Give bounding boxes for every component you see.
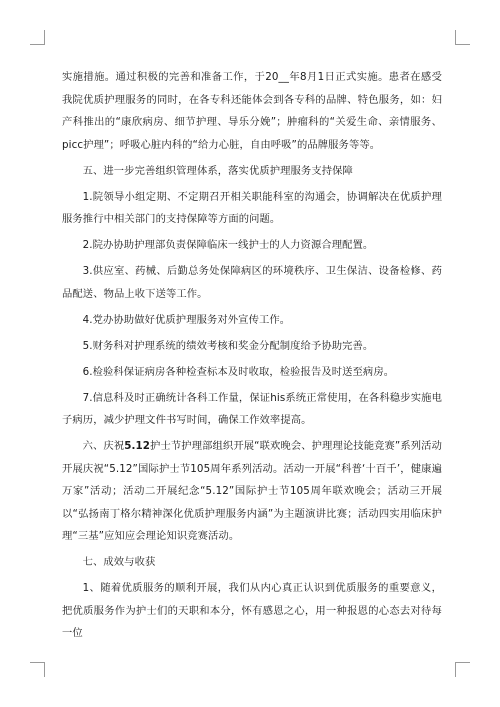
paragraph-continuation: 实施措施。通过积极的完善和准备工作，于20__年8月1日正式实施。患者在感受我院优质护理服务的同时，在各专科还能体会到各专科的品牌、特色服务，如：妇产科推出的“康欣病房、细节护理、导乐分娩”；肿瘤科的“关爱生命、亲情服务、picc护理”；呼吸心脏内科的“给力心脏，自由呼吸”的品牌服务等等。 xyxy=(62,71,442,151)
paragraph-item-2: 2.院办协助护理部负责保障临床一线护士的人力资源合理配置。 xyxy=(82,239,374,251)
section-6-paragraph xyxy=(62,435,442,548)
paragraph-item-4: 4.党办协助做好优质护理服务对外宣传工作。 xyxy=(82,313,291,326)
section-6-bold-date: 5.12 xyxy=(124,440,151,452)
crop-mark-bottom-left xyxy=(30,662,45,677)
paragraph-item-3: 3.供应室、药械、后勤总务处保障病区的环境秩序、卫生保洁、设备检修、药品配送、物品上收下送等工作。 xyxy=(62,265,442,300)
crop-mark-top-right xyxy=(455,30,470,45)
crop-mark-bottom-right xyxy=(455,662,470,677)
document-body xyxy=(62,66,442,648)
paragraph-results-1: 1、随着优质服务的顺利开展，我们从内心真正认识到优质服务的重要意义，把优质服务作为护士们的天职和本分，怀有感恩之心，用一种报恩的心态去对待每一位 xyxy=(62,582,442,639)
paragraph-item-7: 7.信息科及时正确统计各科工作量，保证his系统正常使用，在各科稳步实施电子病历，减少护理文件书写时间，确保工作效率提高。 xyxy=(62,391,442,426)
section-6-text: 护士节护理部组织开展“联欢晚会、护理理论技能竞赛”系列活动开展庆祝“5.12”国际护士节105周年系列活动。活动一开展“科普‘十百千’，健康遍万家”活动；活动二开展纪念“5.12”国际护士节105周年联欢晚会；活动三开展以“弘扬南丁格尔精神深化优质护理服务内涵”为主题演讲比赛；活动四实用临床护理“三基”应知应会理论知识竞赛活动。 xyxy=(62,440,442,542)
crop-mark-top-left xyxy=(30,30,45,45)
paragraph-item-5: 5.财务科对护理系统的绩效考核和奖金分配制度给予协助完善。 xyxy=(82,339,374,352)
paragraph-item-1: 1.院领导小组定期、不定期召开相关职能科室的沟通会，协调解决在优质护理服务推行中相关部门的支持保障等方面的问题。 xyxy=(62,190,442,225)
section-7-heading: 七、成效与收获 xyxy=(82,556,156,568)
section-5-heading: 五、进一步完善组织管理体系，落实优质护理服务支持保障 xyxy=(82,164,353,177)
section-6-prefix: 六、庆祝 xyxy=(82,440,125,452)
paragraph-item-6: 6.检验科保证病房各种检查标本及时收取，检验报告及时送至病房。 xyxy=(82,365,395,378)
